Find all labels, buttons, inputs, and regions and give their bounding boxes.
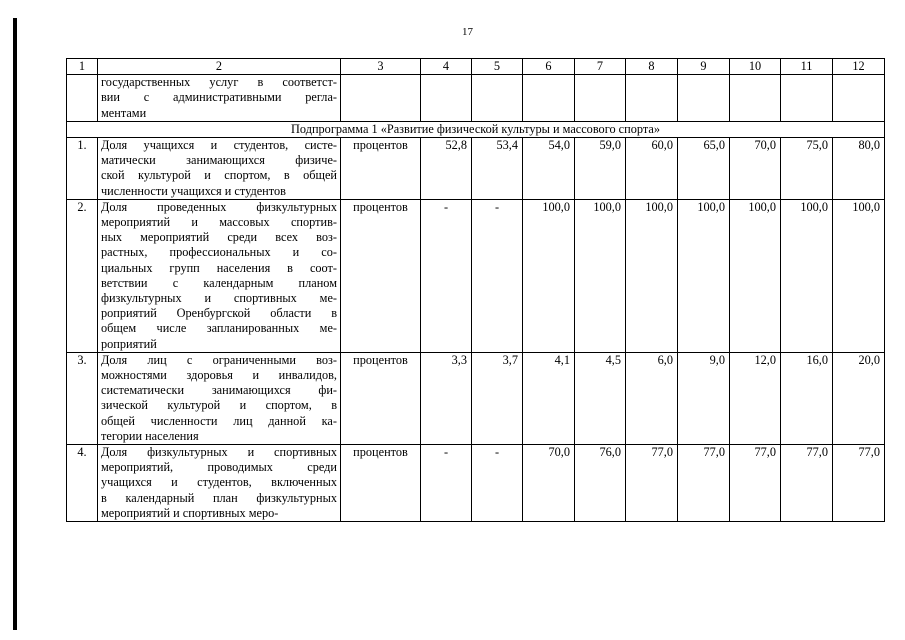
indicator-description	[98, 138, 341, 200]
value-cell: 77,0	[678, 445, 730, 522]
value-cell: 3,3	[421, 352, 472, 444]
row-number: 2.	[67, 199, 98, 352]
value-cell: 65,0	[678, 138, 730, 200]
unit-cell: процентов	[341, 445, 421, 522]
description-line: зической культурой и спортом, в	[101, 398, 337, 413]
value-cell: 100,0	[626, 199, 678, 352]
value-cell: 100,0	[833, 199, 885, 352]
row-number-cell	[67, 75, 98, 122]
value-cell: 70,0	[730, 138, 781, 200]
value-cell: 77,0	[781, 445, 833, 522]
description-line: тегории населения	[101, 428, 199, 443]
value-cell	[833, 75, 885, 122]
indicators-table	[66, 58, 885, 522]
value-cell: 100,0	[781, 199, 833, 352]
unit-cell: процентов	[341, 352, 421, 444]
description-line: численности учащихся и студентов	[101, 183, 286, 198]
description-line: можностями здоровья и инвалидов,	[101, 368, 337, 383]
header-cell: 3	[341, 59, 421, 75]
table-row	[67, 138, 885, 200]
value-cell	[730, 75, 781, 122]
row-number: 1.	[67, 138, 98, 200]
subprogram-title: Подпрограмма 1 «Развитие физической культуры и массового спорта»	[67, 121, 885, 137]
value-cell: 54,0	[523, 138, 575, 200]
header-cell: 6	[523, 59, 575, 75]
value-cell	[678, 75, 730, 122]
header-cell: 5	[472, 59, 523, 75]
description-line: учащихся и студентов, включенных	[101, 475, 337, 490]
value-cell: 100,0	[575, 199, 626, 352]
description-line: вии с административными регла-	[101, 90, 337, 105]
column-number-row	[67, 59, 885, 75]
indicator-description	[98, 352, 341, 444]
value-cell: 16,0	[781, 352, 833, 444]
value-cell: 6,0	[626, 352, 678, 444]
value-cell: 70,0	[523, 445, 575, 522]
unit-cell	[341, 75, 421, 122]
description-line: ветствии с календарным планом	[101, 275, 337, 290]
description-line: систематически занимающихся фи-	[101, 383, 337, 398]
table-row	[67, 199, 885, 352]
header-cell: 2	[98, 59, 341, 75]
value-cell: 76,0	[575, 445, 626, 522]
description-line: государственных услуг в соответст-	[101, 75, 337, 90]
header-cell: 12	[833, 59, 885, 75]
value-cell: 53,4	[472, 138, 523, 200]
description-line: ментами	[101, 105, 147, 120]
value-cell: -	[421, 199, 472, 352]
value-cell	[421, 75, 472, 122]
description-line: в календарный план физкультурных	[101, 490, 337, 505]
description-line: мероприятий и спортивных меро-	[101, 505, 279, 520]
value-cell: 9,0	[678, 352, 730, 444]
left-margin-bar	[13, 18, 17, 630]
description-line: ных мероприятий среди всех воз-	[101, 230, 337, 245]
value-cell	[575, 75, 626, 122]
table-row	[67, 445, 885, 522]
description-line: Доля учащихся и студентов, систе-	[101, 138, 337, 153]
unit-cell: процентов	[341, 199, 421, 352]
value-cell: 3,7	[472, 352, 523, 444]
value-cell: 80,0	[833, 138, 885, 200]
table-row	[67, 352, 885, 444]
description-line: физкультурных и спортивных ме-	[101, 291, 337, 306]
header-cell: 9	[678, 59, 730, 75]
value-cell	[626, 75, 678, 122]
value-cell: 100,0	[523, 199, 575, 352]
header-cell: 4	[421, 59, 472, 75]
indicator-description	[98, 199, 341, 352]
value-cell: 20,0	[833, 352, 885, 444]
value-cell: 4,5	[575, 352, 626, 444]
header-cell: 11	[781, 59, 833, 75]
value-cell: 52,8	[421, 138, 472, 200]
description-line: Доля физкультурных и спортивных	[101, 445, 337, 460]
header-cell: 1	[67, 59, 98, 75]
description-line: роприятий	[101, 336, 157, 351]
description-line: растных, профессиональных и со-	[101, 245, 337, 260]
value-cell	[523, 75, 575, 122]
value-cell	[472, 75, 523, 122]
subprogram-row	[67, 121, 885, 137]
value-cell: -	[472, 199, 523, 352]
description-line: общем числе запланированных ме-	[101, 321, 337, 336]
description-line: циальных групп населения в соот-	[101, 260, 337, 275]
value-cell: 100,0	[730, 199, 781, 352]
description-line: мероприятий, проводимых среди	[101, 460, 337, 475]
value-cell: 100,0	[678, 199, 730, 352]
description-line: мероприятий и массовых спортив-	[101, 215, 337, 230]
unit-cell: процентов	[341, 138, 421, 200]
row-number: 3.	[67, 352, 98, 444]
description-line: Доля проведенных физкультурных	[101, 199, 337, 214]
value-cell	[781, 75, 833, 122]
description-line: матически занимающихся физиче-	[101, 153, 337, 168]
description-line: роприятий Оренбургской области в	[101, 306, 337, 321]
value-cell: 77,0	[730, 445, 781, 522]
value-cell: 59,0	[575, 138, 626, 200]
value-cell: 77,0	[626, 445, 678, 522]
header-cell: 7	[575, 59, 626, 75]
value-cell: 75,0	[781, 138, 833, 200]
value-cell: 60,0	[626, 138, 678, 200]
value-cell: 77,0	[833, 445, 885, 522]
row-number: 4.	[67, 445, 98, 522]
description-line: Доля лиц с ограниченными воз-	[101, 352, 337, 367]
description-line: общей численности лиц данной ка-	[101, 413, 337, 428]
continued-description	[98, 75, 341, 122]
value-cell: -	[421, 445, 472, 522]
value-cell: 12,0	[730, 352, 781, 444]
value-cell: 4,1	[523, 352, 575, 444]
value-cell: -	[472, 445, 523, 522]
header-cell: 10	[730, 59, 781, 75]
continued-row	[67, 75, 885, 122]
header-cell: 8	[626, 59, 678, 75]
description-line: ской культурой и спортом, в общей	[101, 168, 337, 183]
page-number: 17	[462, 26, 473, 38]
indicator-description	[98, 445, 341, 522]
